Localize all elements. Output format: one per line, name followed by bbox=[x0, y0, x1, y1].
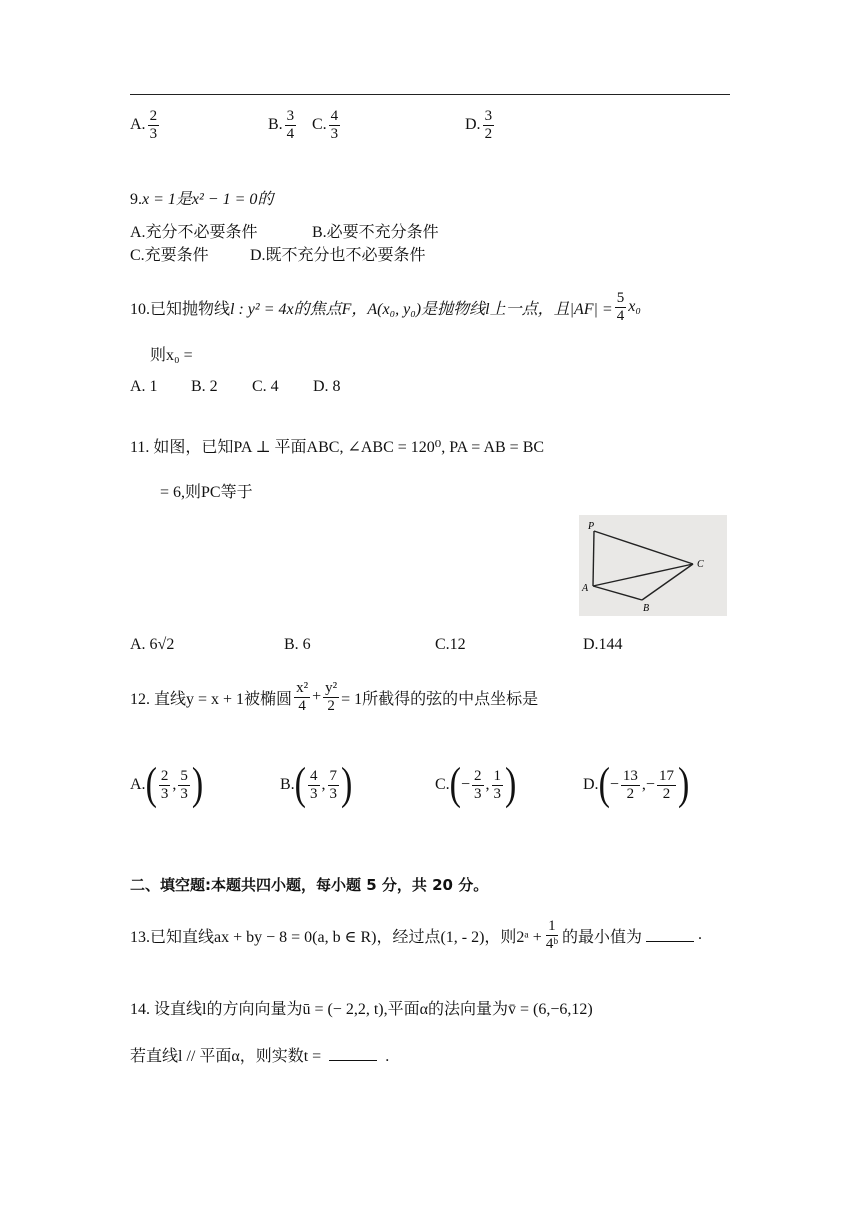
edge-pa bbox=[593, 531, 594, 586]
q11-option-a: A. 6√2 bbox=[130, 636, 175, 653]
q11-figure-svg bbox=[579, 515, 727, 616]
q10-stem: 10.已知抛物线 l : y² = 4x的焦点F，A(x₀, y₀)是抛物线l上一点，且|AF| = $\frac{5}{4}$ x₀ bbox=[130, 290, 641, 324]
q14-line1: 14. 设直线l的方向向量为ū = (− 2,2, t),平面α的法向量为v̄ = (6,−6,12) bbox=[130, 1001, 593, 1018]
header-rule bbox=[130, 94, 730, 95]
q12-option-c: C. ( − $\frac{2}{3}$ , $\frac{1}{3}$ ) bbox=[435, 759, 517, 810]
q11-option-b: B. 6 bbox=[284, 636, 311, 653]
label-c: C bbox=[697, 559, 704, 570]
q8-option-b: B. $\frac{3}{4}$ bbox=[268, 108, 295, 142]
q13-answer-blank[interactable] bbox=[646, 929, 694, 942]
q10-option-d: D. 8 bbox=[313, 378, 341, 395]
label-a: A bbox=[582, 583, 589, 594]
q12-stem: 12. 直线y = x + 1被椭圆 $\frac{\text{x²}}{4}$ + $\frac{\text{y²}}{2}$ = 1所截得的弦的中点坐标是 bbox=[130, 680, 539, 714]
q12-option-b: B. ( $\frac{4}{3}$ , $\frac{7}{3}$ ) bbox=[280, 759, 353, 810]
q11-stem: 11. 如图，已知PA ⊥ 平面ABC, ∠ABC = 120⁰, PA = AB = BC bbox=[130, 439, 545, 456]
q10-option-a: A. 1 bbox=[130, 378, 158, 395]
q12-option-d: D. ( − $\frac{13}{2}$ ,− $\frac{17}{2}$ ) bbox=[583, 759, 690, 810]
q11-figure bbox=[579, 515, 727, 616]
q11-option-c: C.12 bbox=[435, 636, 466, 653]
q10-option-c: C. 4 bbox=[252, 378, 279, 395]
q9-option-d: D.既不充分也不必要条件 bbox=[250, 247, 426, 264]
q13-stem: 13.已知直线ax + by − 8 = 0(a, b ∈ R)，经过点(1, - 2)，则2ᵃ + $\frac{1}{\text{4ᵇ}}$ 的最小值为 . bbox=[130, 918, 703, 952]
q14-answer-blank[interactable] bbox=[329, 1048, 377, 1061]
q10-line2: 则x₀ = bbox=[150, 347, 193, 364]
q11-option-d: D.144 bbox=[583, 636, 623, 653]
q12-option-a: A. ( $\frac{2}{3}$ , $\frac{5}{3}$ ) bbox=[130, 759, 204, 810]
label-p: P bbox=[588, 521, 595, 532]
q9-option-a: A.充分不必要条件 bbox=[130, 224, 258, 241]
q11-line2: = 6,则PC等于 bbox=[160, 484, 253, 501]
section-title: 二、填空题:本题共四小题，每小题 5 分，共 20 分。 bbox=[130, 876, 489, 894]
q8-option-c: C. $\frac{4}{3}$ bbox=[312, 108, 339, 142]
label-b: B bbox=[643, 603, 650, 614]
q8-option-d: D. $\frac{3}{2}$ bbox=[465, 108, 493, 142]
q10-option-b: B. 2 bbox=[191, 378, 218, 395]
q14-line2: 若直线l // 平面α，则实数t = . bbox=[130, 1048, 390, 1065]
q8-option-a: A. $\frac{2}{3}$ bbox=[130, 108, 158, 142]
edge-ab bbox=[593, 586, 642, 600]
q9-option-b: B.必要不充分条件 bbox=[312, 224, 439, 241]
edge-pc bbox=[594, 531, 693, 564]
q9-option-c: C.充要条件 bbox=[130, 247, 209, 264]
q9-stem: 9.x = 1是x² − 1 = 0的 bbox=[130, 191, 274, 208]
